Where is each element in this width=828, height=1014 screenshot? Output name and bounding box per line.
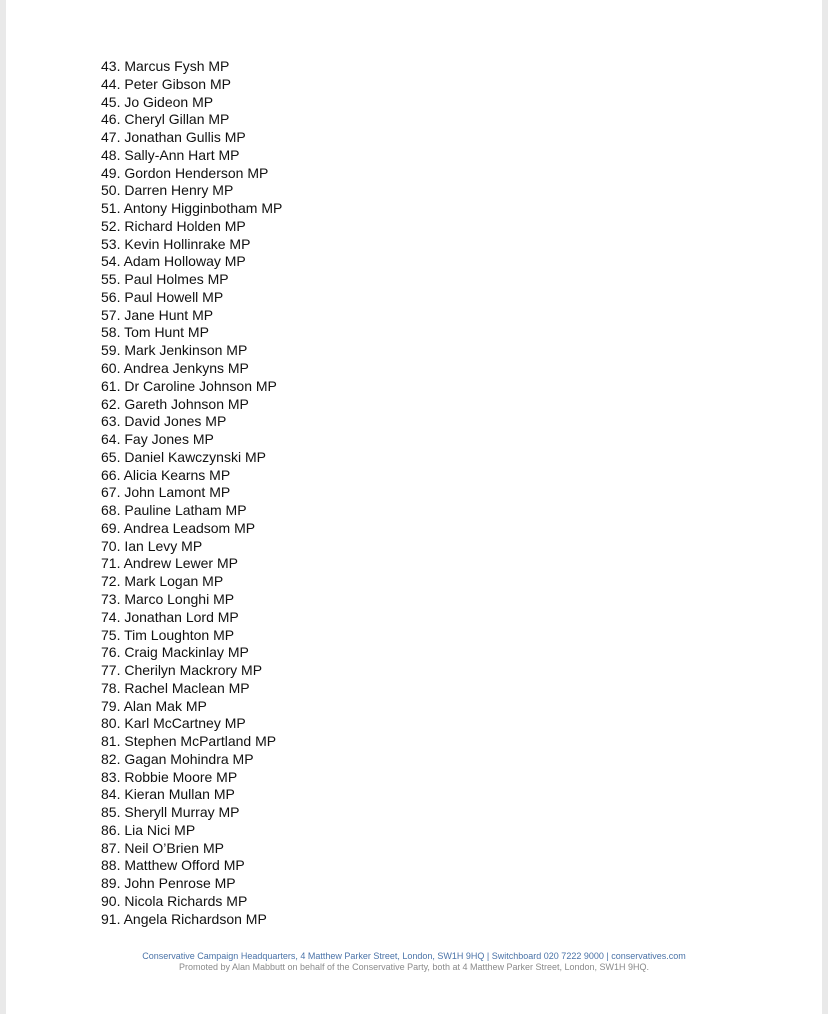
list-item-name: John Lamont MP	[124, 484, 231, 501]
list-item-number: 61.	[101, 377, 121, 394]
list-item	[101, 769, 282, 787]
list-item-name: Tim Loughton MP	[124, 626, 235, 643]
list-item-number: 78.	[101, 679, 121, 696]
list-item-number: 75.	[101, 626, 121, 643]
list-item-number: 85.	[101, 804, 121, 821]
list-item	[101, 94, 282, 112]
list-item	[101, 875, 282, 893]
list-item-number: 80.	[101, 715, 121, 732]
list-item	[101, 236, 282, 254]
list-item	[101, 396, 282, 414]
list-item-name: Kieran Mullan MP	[124, 786, 235, 803]
list-item-number: 52.	[101, 217, 121, 234]
list-item-name: Angela Richardson MP	[123, 910, 267, 927]
list-item-number: 44.	[101, 75, 121, 92]
footer-imprint-line: Promoted by Alan Mabbutt on behalf of the Conservative Party, both at 4 Matthew Parker Street, London, SW1H 9HQ.	[178, 962, 650, 972]
list-item	[101, 253, 282, 271]
list-item-name: Paul Howell MP	[124, 288, 224, 305]
list-item-name: Andrea Jenkyns MP	[123, 360, 249, 377]
list-item	[101, 431, 282, 449]
list-item-number: 43.	[101, 58, 121, 74]
list-item-name: Daniel Kawczynski MP	[124, 448, 266, 465]
list-item	[101, 467, 282, 485]
list-item	[101, 520, 282, 538]
list-item	[101, 715, 282, 733]
mp-list	[101, 58, 282, 929]
list-item-name: Cheryl Gillan MP	[124, 111, 230, 128]
list-item-name: Karl McCartney MP	[124, 715, 246, 732]
list-item-number: 50.	[101, 182, 121, 199]
list-item-name: Neil O’Brien MP	[124, 839, 224, 856]
list-item-name: Nicola Richards MP	[124, 892, 248, 909]
list-item	[101, 733, 282, 751]
list-item-number: 67.	[101, 484, 121, 501]
list-item	[101, 555, 282, 573]
list-item-name: Robbie Moore MP	[124, 768, 238, 785]
list-item-number: 69.	[101, 519, 121, 536]
list-item-name: Andrea Leadsom MP	[123, 519, 256, 536]
list-item-name: Rachel Maclean MP	[124, 679, 250, 696]
list-item	[101, 893, 282, 911]
list-item-number: 55.	[101, 271, 121, 288]
list-item	[101, 538, 282, 556]
list-item-number: 77.	[101, 662, 121, 679]
list-item-name: Stephen McPartland MP	[124, 733, 277, 750]
list-item-name: Jonathan Gullis MP	[124, 129, 246, 146]
list-item-number: 74.	[101, 608, 121, 625]
list-item-number: 76.	[101, 644, 121, 661]
list-item	[101, 644, 282, 662]
list-item-number: 90.	[101, 892, 121, 909]
list-item-name: Dr Caroline Johnson MP	[124, 377, 277, 394]
list-item-name: Alan Mak MP	[123, 697, 207, 714]
list-item-name: Kevin Hollinrake MP	[124, 235, 251, 252]
list-item-number: 79.	[101, 697, 121, 714]
list-item-number: 53.	[101, 235, 121, 252]
list-item-name: Richard Holden MP	[124, 217, 246, 234]
list-item	[101, 609, 282, 627]
list-item	[101, 182, 282, 200]
list-item	[101, 911, 282, 929]
list-item-number: 88.	[101, 857, 121, 874]
list-item	[101, 111, 282, 129]
list-item-number: 89.	[101, 875, 121, 892]
list-item-name: Craig Mackinlay MP	[124, 644, 249, 661]
list-item	[101, 680, 282, 698]
list-item-name: David Jones MP	[124, 413, 227, 430]
list-item-number: 91.	[101, 910, 121, 927]
list-item-number: 48.	[101, 146, 121, 163]
list-item-number: 84.	[101, 786, 121, 803]
document-page	[6, 0, 822, 1014]
list-item-name: Antony Higginbotham MP	[123, 200, 283, 217]
footer-address-line: Conservative Campaign Headquarters, 4 Matthew Parker Street, London, SW1H 9HQ | Switchboard 020 7222 9000 | conservatives.com	[142, 951, 686, 961]
list-item-number: 71.	[101, 555, 121, 572]
list-item-number: 54.	[101, 253, 121, 270]
list-item-number: 72.	[101, 573, 121, 590]
list-item-number: 45.	[101, 93, 121, 110]
list-item	[101, 289, 282, 307]
list-item	[101, 76, 282, 94]
list-item-number: 81.	[101, 733, 121, 750]
list-item	[101, 218, 282, 236]
list-item-name: Darren Henry MP	[124, 182, 234, 199]
list-item-number: 82.	[101, 750, 121, 767]
list-item-name: Mark Logan MP	[124, 573, 224, 590]
list-item	[101, 591, 282, 609]
list-item-name: Fay Jones MP	[124, 431, 214, 448]
list-item	[101, 360, 282, 378]
list-item	[101, 840, 282, 858]
list-item	[101, 786, 282, 804]
list-item	[101, 822, 282, 840]
list-item	[101, 449, 282, 467]
list-item-name: Jonathan Lord MP	[124, 608, 239, 625]
list-item-name: Adam Holloway MP	[123, 253, 246, 270]
list-item-number: 83.	[101, 768, 121, 785]
list-item-name: Paul Holmes MP	[124, 271, 229, 288]
list-item-number: 73.	[101, 590, 121, 607]
list-item	[101, 165, 282, 183]
footer	[6, 951, 822, 973]
list-item	[101, 857, 282, 875]
list-item	[101, 573, 282, 591]
list-item	[101, 378, 282, 396]
list-item	[101, 627, 282, 645]
list-item-name: Peter Gibson MP	[124, 75, 231, 92]
list-item-number: 66.	[101, 466, 121, 483]
list-item-name: Marco Longhi MP	[124, 590, 235, 607]
list-item-name: Matthew Offord MP	[124, 857, 245, 874]
list-item-name: Sheryll Murray MP	[124, 804, 240, 821]
list-item-name: Tom Hunt MP	[124, 324, 209, 341]
list-item-name: Ian Levy MP	[124, 537, 203, 554]
list-item-name: Jo Gideon MP	[124, 93, 214, 110]
list-item-number: 46.	[101, 111, 121, 128]
list-item-name: Andrew Lewer MP	[123, 555, 238, 572]
list-item-name: Marcus Fysh MP	[124, 58, 230, 74]
list-item-number: 47.	[101, 129, 121, 146]
list-item-number: 70.	[101, 537, 121, 554]
list-item	[101, 413, 282, 431]
list-item-number: 62.	[101, 395, 121, 412]
list-item	[101, 342, 282, 360]
list-item-number: 65.	[101, 448, 121, 465]
list-item-number: 59.	[101, 342, 121, 359]
list-item-name: Cherilyn Mackrory MP	[124, 662, 263, 679]
list-item-name: John Penrose MP	[124, 875, 236, 892]
list-item-number: 86.	[101, 821, 121, 838]
list-item	[101, 751, 282, 769]
list-item-number: 63.	[101, 413, 121, 430]
list-item-number: 60.	[101, 360, 121, 377]
list-item-name: Gareth Johnson MP	[124, 395, 249, 412]
list-item-name: Gordon Henderson MP	[124, 164, 269, 181]
list-item	[101, 484, 282, 502]
list-item-number: 57.	[101, 306, 121, 323]
list-item	[101, 200, 282, 218]
list-item-number: 68.	[101, 502, 121, 519]
list-item-name: Alicia Kearns MP	[123, 466, 231, 483]
list-item-name: Sally-Ann Hart MP	[124, 146, 240, 163]
list-item	[101, 129, 282, 147]
list-item	[101, 147, 282, 165]
list-item	[101, 307, 282, 325]
list-item-number: 64.	[101, 431, 121, 448]
list-item-name: Mark Jenkinson MP	[124, 342, 248, 359]
list-item-number: 87.	[101, 839, 121, 856]
list-item-name: Lia Nici MP	[124, 821, 196, 838]
list-item-number: 58.	[101, 324, 121, 341]
list-item	[101, 698, 282, 716]
list-item-name: Jane Hunt MP	[124, 306, 214, 323]
list-item	[101, 662, 282, 680]
list-item-name: Gagan Mohindra MP	[124, 750, 254, 767]
list-item-number: 51.	[101, 200, 121, 217]
list-item	[101, 271, 282, 289]
list-item	[101, 502, 282, 520]
list-item	[101, 58, 282, 76]
list-item	[101, 804, 282, 822]
list-item-number: 49.	[101, 164, 121, 181]
list-item	[101, 324, 282, 342]
list-item-number: 56.	[101, 288, 121, 305]
list-item-name: Pauline Latham MP	[124, 502, 247, 519]
